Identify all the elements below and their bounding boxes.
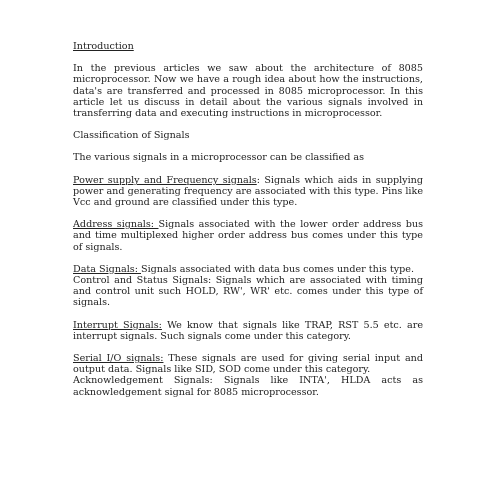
- classification-title: Classification of Signals: [73, 130, 190, 142]
- address-signals-paragraph: [73, 219, 423, 253]
- serial-signals-label: Serial I/O signals:: [73, 353, 164, 365]
- data-signals-paragraph: [73, 264, 423, 275]
- interrupt-signals-paragraph: [73, 320, 423, 342]
- serial-signals-text: These signals are used for giving serial input and output data. Signals like SID, SOD come under this category.: [73, 353, 424, 376]
- data-signals-text: Signals associated with data bus comes under this type.: [141, 263, 415, 275]
- power-signals-text: : Signals which aids in supplying power and generating frequency are associated with this type. Pins like Vcc and ground are classified under this type.: [73, 174, 423, 209]
- classification-intro: The various signals in a microprocessor can be classified as: [73, 152, 365, 164]
- interrupt-signals-label: Interrupt Signals:: [73, 319, 162, 331]
- serial-signals-paragraph: [73, 353, 423, 375]
- document-body: [73, 41, 423, 398]
- page-title: Introduction: [73, 41, 134, 52]
- address-signals-label: Address signals:: [73, 219, 159, 231]
- data-signals-label: Data Signals:: [73, 263, 141, 275]
- interrupt-signals-text: We know that signals like TRAP, RST 5.5 etc. are interrupt signals. Such signals come under this category.: [73, 319, 423, 342]
- ack-signals-paragraph: Acknowledgement Signals: Signals like INTA', HLDA acts as acknowledgement signal for 8085 microprocessor.: [73, 375, 423, 398]
- power-signals-paragraph: [73, 175, 423, 209]
- address-signals-text: Signals associated with the lower order address bus and time multiplexed higher order address bus comes under this type of signals.: [73, 219, 423, 253]
- control-signals-paragraph: Control and Status Signals: Signals which are associated with timing and control unit such HOLD, RW', WR' etc. comes under this type of signals.: [73, 275, 423, 309]
- intro-paragraph: In the previous articles we saw about the architecture of 8085 microprocessor. Now we have a rough idea about how the instructions, data's are transferred and processed in 8085 microprocessor. In this article let us discuss in detail about the various signals involved in transferring data and executing instructions in microprocessor.: [73, 63, 423, 120]
- power-signals-label: Power supply and Frequency signals: [73, 174, 257, 186]
